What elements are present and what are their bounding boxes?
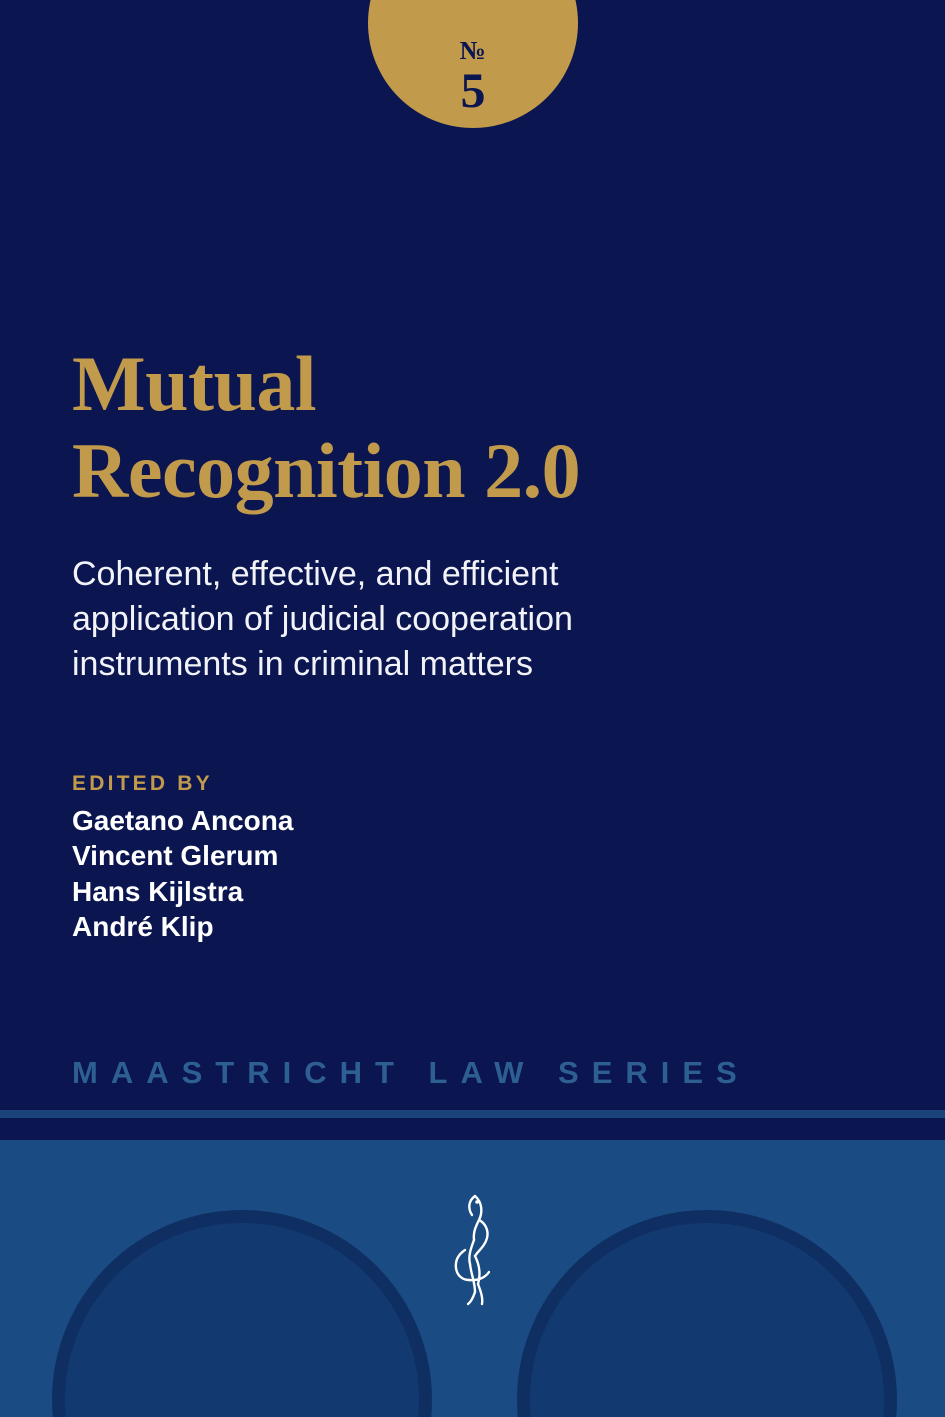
- divider-rule: [0, 1110, 945, 1118]
- subtitle: Coherent, effective, and efficient application of judicial cooperation instruments in criminal matters: [72, 555, 573, 684]
- edited-by-label: EDITED BY: [72, 772, 213, 795]
- title-line-1: Mutual: [72, 340, 317, 427]
- series-name: MAASTRICHT LAW SERIES: [72, 1055, 750, 1090]
- editor-list: [72, 803, 592, 944]
- editor-name: André Klip: [72, 910, 214, 942]
- issue-number-badge: [368, 0, 578, 128]
- decorative-arc-left: [52, 1210, 432, 1417]
- editor-name: Vincent Glerum: [72, 840, 279, 872]
- wlp-stork-logo-icon: [435, 1190, 515, 1310]
- editor-name: Gaetano Ancona: [72, 805, 294, 836]
- title-line-2: Recognition 2.0: [72, 427, 581, 515]
- page-title: [72, 340, 712, 515]
- decorative-arc-right: [517, 1210, 897, 1417]
- issue-number-prefix: №: [459, 35, 487, 65]
- issue-number-value: 5: [460, 61, 486, 118]
- editor-name: Hans Kijlstra: [72, 875, 244, 907]
- divider-gap: [0, 1118, 945, 1140]
